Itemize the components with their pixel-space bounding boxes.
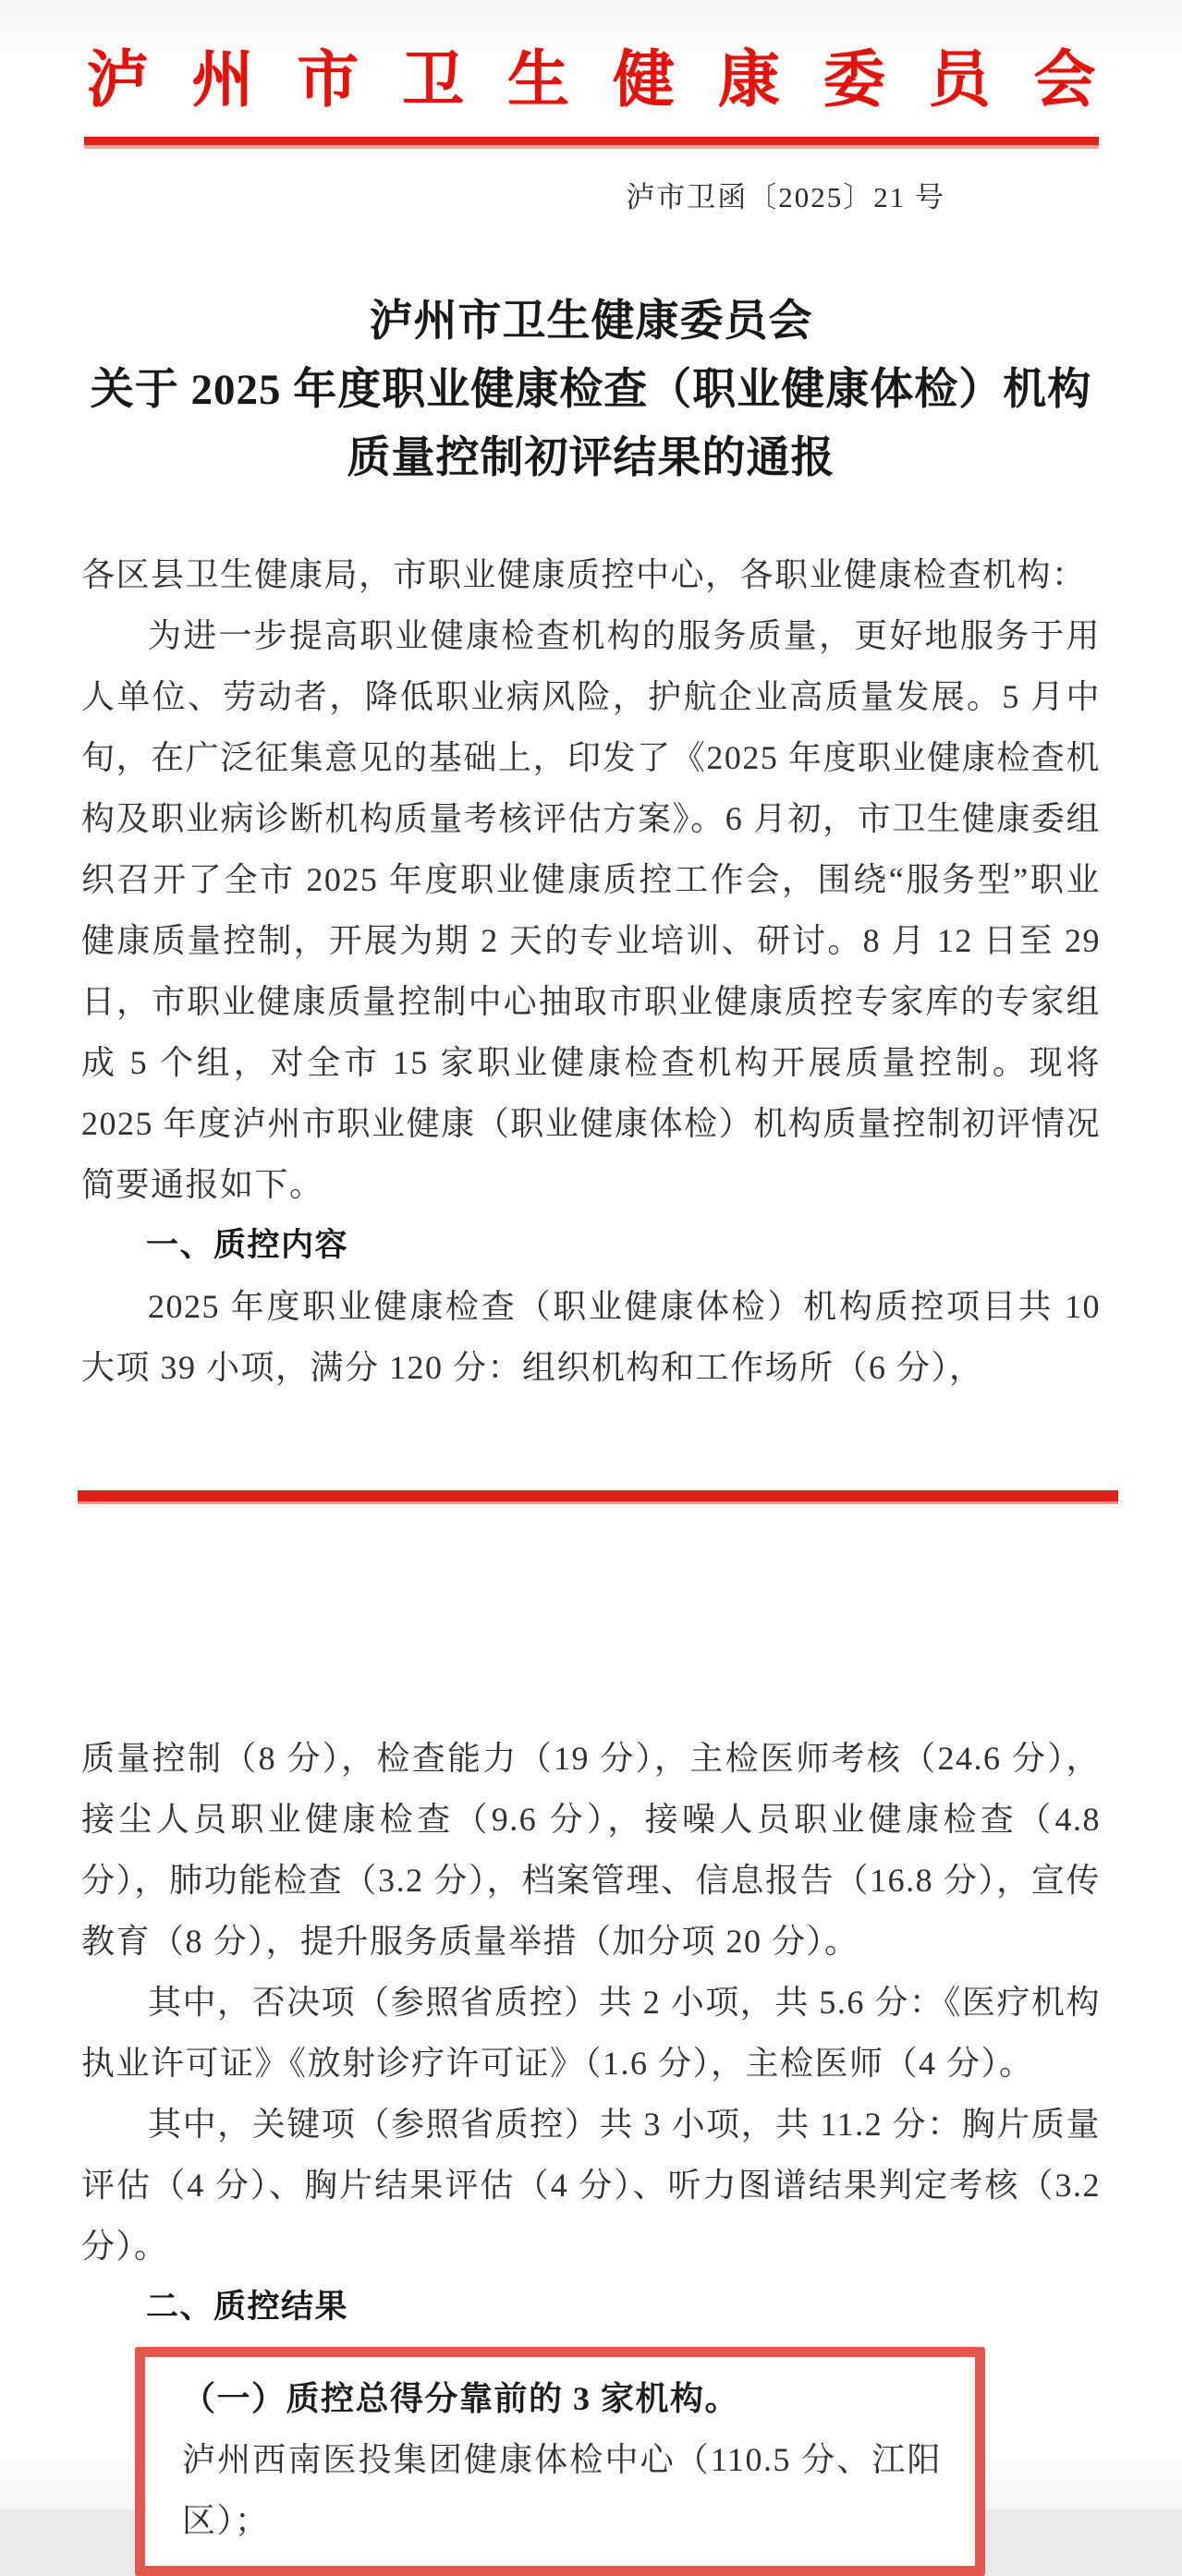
intro-paragraph: 为进一步提高职业健康检查机构的服务质量，更好地服务于用人单位、劳动者，降低职业病风险，护航企业高质量发展。5 月中旬，在广泛征集意见的基础上，印发了《2025 年度职业健康检查机构及职业病诊断机构质量考核评估方案》。6 月初，市卫生健康委组织召开了全市 2025 年度职业健康质控工作会，围绕“服务型”职业健康质量控制，开展为期 2 天的专业培训、研讨。8 月 12 日至 29 日，市职业健康质量控制中心抽取市职业健康质控专家库的专家组成 5 个组，对全市 15 家职业健康检查机构开展质量控制。现将 2025 年度泸州市职业健康（职业健康体检）机构质量控制初评情况简要通报如下。 [81,617,1101,1203]
section1-paragraph-page2-continuation: 质量控制（8 分），检查能力（19 分），主检医师考核（24.6 分），接尘人员职业健康检查（9.6 分），接噪人员职业健康检查（4.8 分），肺功能检查（3.2 分），档案管理、信息报告（16.8 分），宣传教育（8 分），提升服务质量举措（加分项 20 分）。 [81,1740,1101,1960]
top3-institution-item-1: 泸州西南医投集团健康体检中心（110.5 分、江阳区）； [182,2441,942,2539]
veto-items-paragraph: 其中，否决项（参照省质控）共 2 小项，共 5.6 分：《医疗机构执业许可证》《放射诊疗许可证》（1.6 分），主检医师（4 分）。 [81,1984,1101,2082]
top3-institutions-subheading: （一）质控总得分靠前的 3 家机构。 [182,2380,740,2417]
section1-paragraph-page1: 2025 年度职业健康检查（职业健康体检）机构质控项目共 10 大项 39 小项，满分 120 分：组织机构和工作场所（6 分）， [81,1288,1101,1386]
document-body [81,544,1101,2576]
title-line-2: 关于 2025 年度职业健康检查（职业健康体检）机构 [90,366,1092,414]
highlight-annotation-box [135,2347,985,2576]
title-line-3: 质量控制初评结果的通报 [347,434,835,482]
page-break-gap [81,1501,1101,1728]
page-break-red-rule [78,1490,1118,1501]
section2-heading: 二、质控结果 [146,2289,349,2325]
salutation-line: 各区县卫生健康局，市职业健康质控中心，各职业健康检查机构： [81,556,1087,593]
section1-heading: 一、质控内容 [146,1227,349,1263]
key-items-paragraph: 其中，关键项（参照省质控）共 3 小项，共 11.2 分：胸片质量评估（4 分）、胸片结果评估（4 分）、听力图谱结果判定考核（3.2 分）。 [81,2106,1101,2265]
agency-letterhead: 泸州市卫生健康委员会 [86,46,1096,115]
letterhead-red-rule [84,137,1099,149]
document-title [0,287,1182,492]
title-line-1: 泸州市卫生健康委员会 [369,298,813,346]
document-number: 泸市卫函〔2025〕21 号 [626,181,945,213]
